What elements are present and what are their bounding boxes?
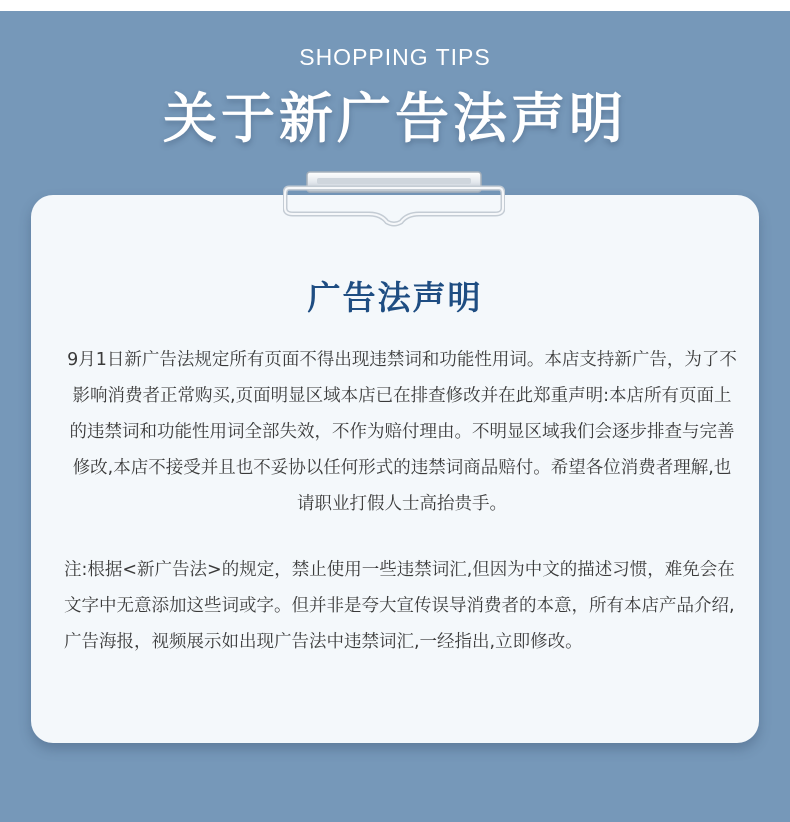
note-paragraph: 注:根据<新广告法>的规定，禁止使用一些违禁词汇,但因为中文的描述习惯，难免会在文字中无意添加这些词或字。但并非是夸大宣传误导消费者的本意，所有本店产品介绍,广告海报，视频展示如出现广告法中违禁词汇,一经指出,立即修改。 xyxy=(64,560,735,652)
card-title: 广告法声明 xyxy=(307,278,483,317)
clipboard-clip-icon xyxy=(283,170,505,228)
page-title: 关于新广告法声明 xyxy=(163,87,627,150)
header-subtitle: SHOPPING TIPS xyxy=(299,44,491,70)
notice-paragraph: 9月1日新广告法规定所有页面不得出现违禁词和功能性用词。本店支持新广告，为了不影响消费者正常购买,页面明显区域本店已在排查修改并在此郑重声明:本店所有页面上的违禁词和功能性用词全部失效，不作为赔付理由。不明显区域我们会逐步排查与完善修改,本店不接受并且也不妥协以任何形式的违禁词商品赔付。希望各位消费者理解,也请职业打假人士高抬贵手。 xyxy=(67,350,737,514)
